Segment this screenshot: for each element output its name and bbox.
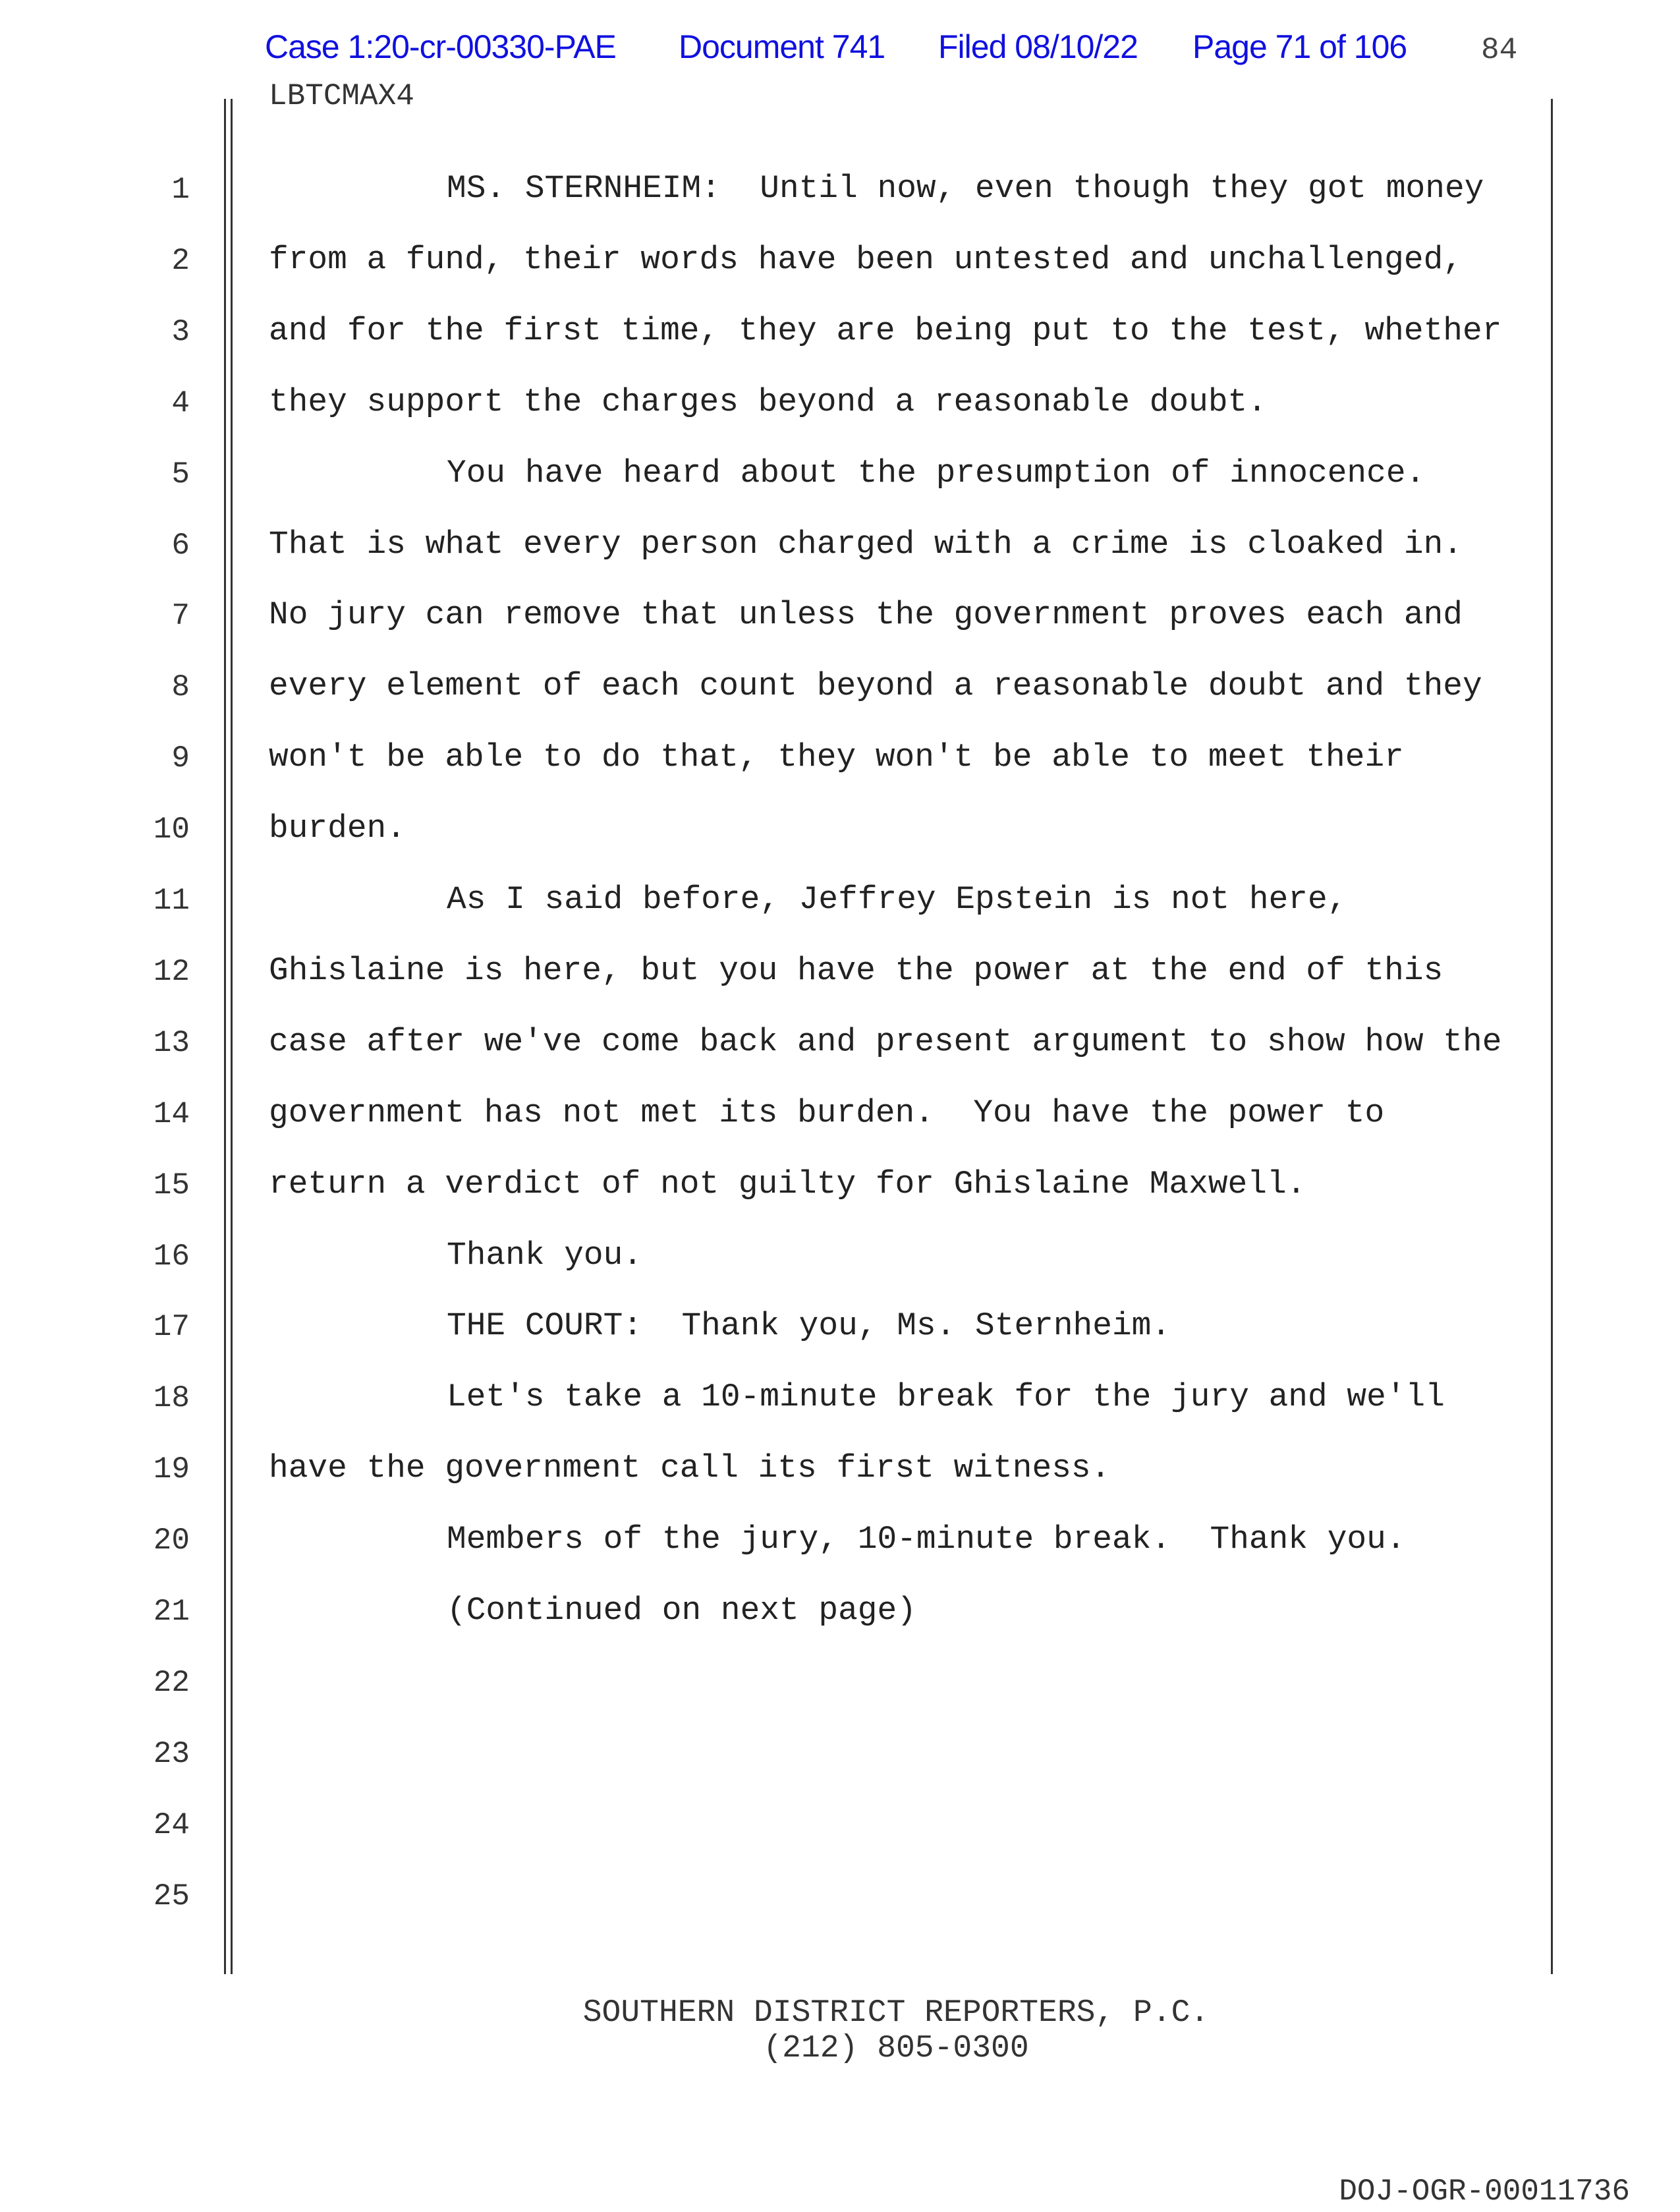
filed-date: Filed 08/10/22 bbox=[938, 28, 1138, 65]
transcript-line: every element of each count beyond a reasonable doubt and they bbox=[269, 667, 1482, 705]
line-number: 13 bbox=[153, 1025, 190, 1060]
bates-number: DOJ-OGR-00011736 bbox=[1339, 2174, 1630, 2209]
transcript-line: You have heard about the presumption of innocence. bbox=[447, 454, 1426, 492]
line-number: 5 bbox=[171, 457, 190, 492]
transcript-line: have the government call its first witness. bbox=[269, 1450, 1111, 1487]
line-number: 20 bbox=[153, 1523, 190, 1558]
transcript-line: Let's take a 10-minute break for the jury and we'll bbox=[447, 1378, 1445, 1416]
line-number: 7 bbox=[171, 599, 190, 634]
line-number: 21 bbox=[153, 1595, 190, 1629]
transcript-line: case after we've come back and present argument to show how the bbox=[269, 1023, 1502, 1060]
left-margin-rule-inner bbox=[231, 99, 233, 1974]
line-number: 14 bbox=[153, 1096, 190, 1131]
line-number: 16 bbox=[153, 1239, 190, 1274]
reporter-phone: (212) 805-0300 bbox=[763, 2031, 1029, 2066]
line-number: 6 bbox=[171, 528, 190, 563]
line-number: 18 bbox=[153, 1381, 190, 1416]
transcript-line: MS. STERNHEIM: Until now, even though they got money bbox=[447, 170, 1484, 207]
transcript-line: (Continued on next page) bbox=[447, 1592, 916, 1629]
transcript-line: won't be able to do that, they won't be able to meet their bbox=[269, 739, 1404, 776]
line-number: 12 bbox=[153, 954, 190, 989]
left-margin-rule-outer bbox=[224, 99, 226, 1974]
line-number: 19 bbox=[153, 1452, 190, 1487]
transcript-line: THE COURT: Thank you, Ms. Sternheim. bbox=[447, 1307, 1171, 1345]
line-number: 24 bbox=[153, 1807, 190, 1842]
line-number: 11 bbox=[153, 884, 190, 918]
line-number: 9 bbox=[171, 741, 190, 776]
transcript-line: As I said before, Jeffrey Epstein is not here, bbox=[447, 881, 1347, 918]
line-number: 3 bbox=[171, 314, 190, 349]
transcript-line: Ghislaine is here, but you have the power at the end of this bbox=[269, 951, 1443, 989]
line-number: 25 bbox=[153, 1879, 190, 1914]
line-number: 15 bbox=[153, 1168, 190, 1203]
transcript-line: return a verdict of not guilty for Ghislaine Maxwell. bbox=[269, 1165, 1306, 1203]
line-number: 23 bbox=[153, 1736, 190, 1771]
line-number: 17 bbox=[153, 1310, 190, 1345]
transcript-line: Members of the jury, 10-minute break. Thank you. bbox=[447, 1521, 1406, 1558]
page-of-total: Page 71 of 106 bbox=[1192, 28, 1407, 65]
line-number: 8 bbox=[171, 670, 190, 705]
transcript-line: That is what every person charged with a crime is cloaked in. bbox=[269, 525, 1463, 563]
line-number: 4 bbox=[171, 385, 190, 420]
transcript-page-number: 84 bbox=[1481, 33, 1518, 67]
transcript-code: LBTCMAX4 bbox=[269, 79, 414, 113]
transcript-line: government has not met its burden. You have the power to bbox=[269, 1094, 1385, 1131]
right-margin-rule bbox=[1551, 99, 1553, 1974]
transcript-line: Thank you. bbox=[447, 1236, 643, 1274]
case-number: Case 1:20-cr-00330-PAE bbox=[265, 28, 616, 65]
transcript-line: they support the charges beyond a reasonable doubt. bbox=[269, 383, 1267, 420]
line-number: 1 bbox=[171, 173, 190, 207]
transcript-line: burden. bbox=[269, 810, 406, 847]
line-number: 22 bbox=[153, 1665, 190, 1700]
transcript-line: No jury can remove that unless the government proves each and bbox=[269, 596, 1463, 634]
transcript-line: and for the first time, they are being put to the test, whether bbox=[269, 312, 1502, 349]
document-number: Document 741 bbox=[679, 28, 885, 65]
line-number: 10 bbox=[153, 812, 190, 847]
transcript-line: from a fund, their words have been untested and unchallenged, bbox=[269, 241, 1463, 278]
reporter-name: SOUTHERN DISTRICT REPORTERS, P.C. bbox=[582, 1995, 1210, 2031]
line-number: 2 bbox=[171, 243, 190, 278]
